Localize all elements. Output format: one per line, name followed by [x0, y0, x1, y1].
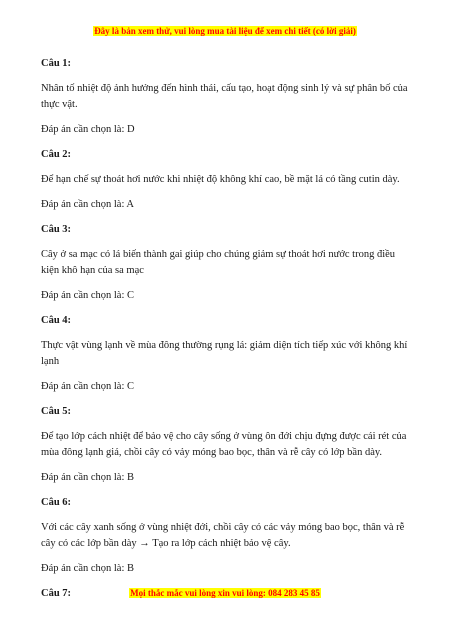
question-text: Để hạn chế sự thoát hơi nước khi nhiệt độ không khí cao, bề mặt lá có tầng cutin dày.: [41, 174, 400, 185]
answer-line: Đáp án cần chọn là: A: [41, 199, 135, 210]
question-title: Câu 2:: [41, 149, 72, 160]
question-title: Câu 3:: [41, 224, 72, 235]
question-title: Câu 1:: [41, 58, 72, 69]
question-title: Câu 5:: [41, 406, 72, 417]
question-text: Với các cây xanh sống ở vùng nhiệt đới, chồi cây có các vảy móng bao bọc, thân và rễ cây có các lớp bần dày → Tạo ra lớp cách nhiệt bảo vệ cây.: [41, 522, 405, 549]
answer-line: Đáp án cần chọn là: B: [41, 563, 135, 574]
answer-line: Đáp án cần chọn là: C: [41, 290, 135, 301]
answer-line: Đáp án cần chọn là: C: [41, 381, 135, 392]
preview-banner: [0, 26, 450, 37]
answer-line: Đáp án cần chọn là: B: [41, 472, 135, 483]
question-text: Nhân tố nhiệt độ ảnh hưởng đến hình thái, cấu tạo, hoạt động sinh lý và sự phân bố của thực vật.: [41, 83, 408, 110]
question-text: Thực vật vùng lạnh về mùa đông thường rụng lá: giảm diện tích tiếp xúc với không khí lạnh: [41, 340, 408, 367]
question-title: Câu 7:: [41, 588, 72, 599]
contact-footer-text: Mọi thắc mắc vui lòng xin vui lòng: 084 283 45 85: [130, 588, 320, 598]
answer-line: Đáp án cần chọn là: D: [41, 124, 135, 135]
question-title: Câu 6:: [41, 497, 72, 508]
document-content: [41, 56, 413, 611]
question-text: Để tạo lớp cách nhiệt để bảo vệ cho cây sống ở vùng ôn đới chịu đựng được cái rét của mùa đông lạnh giá, chồi cây có vảy móng bao bọc, thân và rễ cây có lớp bần dày.: [41, 431, 407, 458]
question-text: Cây ở sa mạc có lá biến thành gai giúp cho chúng giảm sự thoát hơi nước trong điều kiện khô hạn của sa mạc: [41, 249, 396, 276]
question-title: Câu 4:: [41, 315, 72, 326]
contact-footer: [0, 588, 450, 599]
preview-banner-text: Đây là bản xem thử, vui lòng mua tài liệu để xem chi tiết (có lời giải): [94, 26, 356, 36]
